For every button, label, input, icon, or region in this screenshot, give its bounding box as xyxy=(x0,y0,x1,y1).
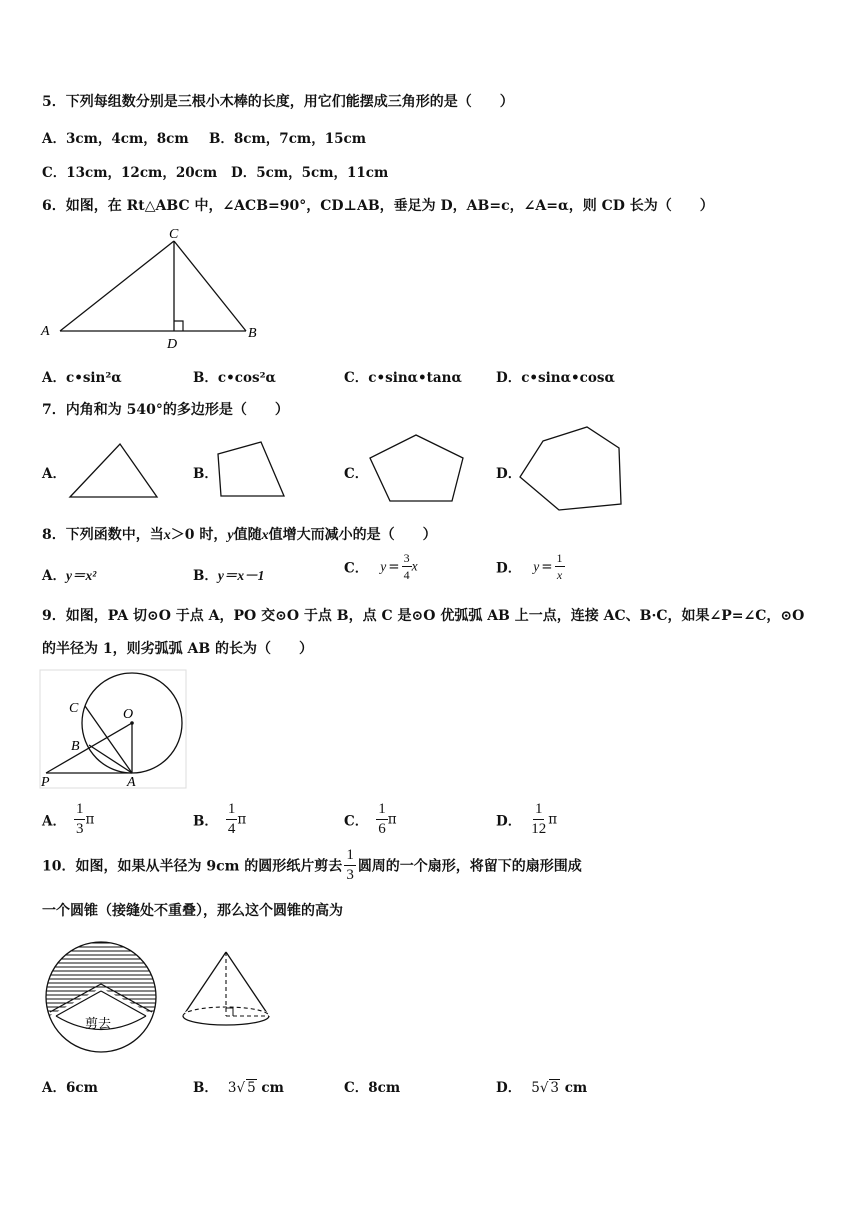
q7-option-c-label: C． xyxy=(344,466,369,482)
q9-option-d: D． $\frac{1}{12}$ π xyxy=(496,801,558,837)
q6-option-b: B．c•cos²α xyxy=(193,370,276,386)
q6-stem: 6．如图，在 Rt△ABC 中，∠ACB=90°，CD⊥AB，垂足为 D，AB=c，∠A=α，则 CD 长为（ ） xyxy=(42,198,714,214)
q6-label-a: A xyxy=(41,324,50,339)
q9-label-o: O xyxy=(123,707,134,722)
q10-paper-circle-figure xyxy=(42,938,164,1060)
q9-label-a: A xyxy=(127,775,136,790)
q5-option-d: D．5cm，5cm，11cm xyxy=(231,165,389,181)
q7-option-a-label: A． xyxy=(42,466,66,482)
q7-pentagon-shape xyxy=(366,432,470,506)
q9-stem-line1: 9．如图，PA 切⊙O 于点 A，PO 交⊙O 于点 B，点 C 是⊙O 优弧弧 AB 上一点，连接 AC、B·C，如果∠P=∠C，⊙O xyxy=(42,608,805,624)
q9-label-c: C xyxy=(69,701,79,716)
q7-option-b-label: B． xyxy=(193,466,218,482)
q10-option-c: C．8cm xyxy=(344,1080,401,1096)
q6-triangle-figure xyxy=(38,224,268,354)
q10-option-d: D． 5√ 3 cm xyxy=(496,1080,588,1096)
q5-option-b: B．8cm，7cm，15cm xyxy=(209,131,366,147)
q6-option-c: C．c•sinα•tanα xyxy=(344,370,462,386)
q6-option-d: D．c•sinα•cosα xyxy=(496,370,615,386)
q6-label-b: B xyxy=(248,326,257,341)
q8-stem: 8．下列函数中，当x＞0 时，y值随x值增大而减小的是（ ） xyxy=(42,527,437,543)
q9-stem-line2: 的半径为 1，则劣弧弧 AB 的长为（ ） xyxy=(42,641,314,657)
q10-cone-figure xyxy=(180,948,272,1030)
q7-stem: 7．内角和为 540°的多边形是（ ） xyxy=(42,402,289,418)
q5-option-c: C．13cm，12cm，20cm xyxy=(42,165,218,181)
q7-triangle-shape xyxy=(66,440,162,502)
q10-stem-line1: 10．如图，如果从半径为 9cm 的圆形纸片剪去 $\frac{1}{3}$ 圆周的一个扇形，将留下的扇形围成 xyxy=(42,847,582,883)
q9-option-a: A． $\frac{1}{3}$ π xyxy=(42,801,95,837)
q9-option-c: C． $\frac{1}{6}$ π xyxy=(344,801,397,837)
q8-option-d: D． y = $\frac{1}{x}$ xyxy=(496,551,563,582)
q7-quadrilateral-shape xyxy=(216,440,288,500)
q10-cut-label: 剪去 xyxy=(85,1017,112,1032)
q10-option-b: B． 3√ 5 cm xyxy=(193,1080,284,1096)
q5-option-a: A．3cm，4cm，8cm xyxy=(42,131,189,147)
q6-label-c: C xyxy=(169,227,179,242)
q5-stem: 5．下列每组数分别是三根小木棒的长度，用它们能摆成三角形的是（ ） xyxy=(42,94,514,110)
q6-option-a: A．c•sin²α xyxy=(42,370,122,386)
q9-circle-tangent-figure xyxy=(38,668,188,792)
q8-option-a: A．y＝x² xyxy=(42,568,97,584)
q7-hexagon-shape xyxy=(517,424,627,514)
q9-option-b: B． $\frac{1}{4}$ π xyxy=(193,801,247,837)
q8-option-b: B．y＝x－1 xyxy=(193,568,265,584)
q8-option-c: C． y = $\frac{3}{4}$ x xyxy=(344,551,418,582)
q9-label-p: P xyxy=(41,775,50,790)
q6-label-d: D xyxy=(167,337,178,352)
q10-option-a: A．6cm xyxy=(42,1080,98,1096)
q7-option-d-label: D． xyxy=(496,466,522,482)
q9-label-b: B xyxy=(71,739,80,754)
q10-stem-line2: 一个圆锥（接缝处不重叠），那么这个圆锥的高为 xyxy=(42,903,343,919)
